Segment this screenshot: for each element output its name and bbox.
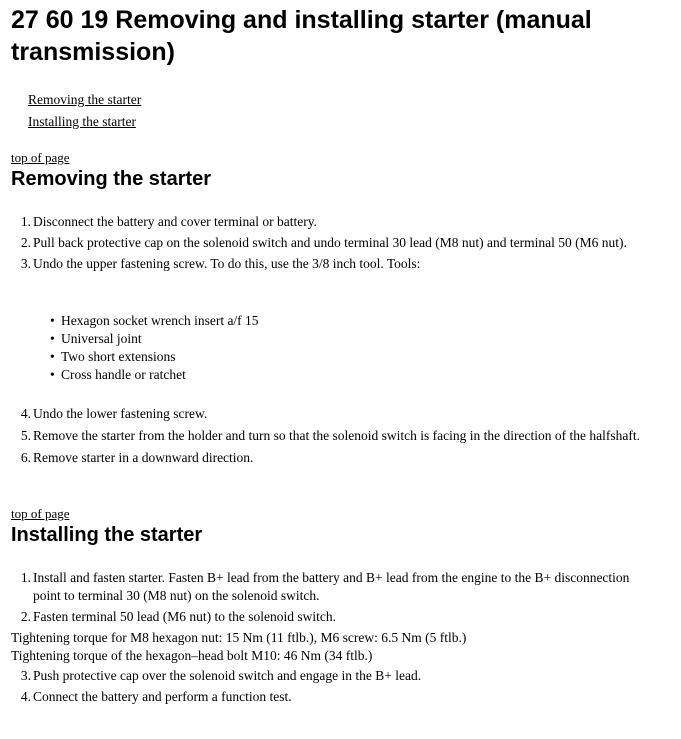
installing-steps-list-continued: [11, 667, 671, 706]
step-number: 2.: [20, 235, 31, 250]
step-number: 1.: [20, 214, 31, 229]
list-item: [11, 234, 671, 252]
removing-steps-list-continued: [11, 405, 671, 467]
section-heading-removing: Removing the starter: [11, 168, 212, 190]
step-number: 1.: [20, 570, 31, 585]
list-item: [11, 255, 671, 273]
torque-spec: Tightening torque for M8 hexagon nut: 15 Nm (11 ftlb.), M6 screw: 6.5 Nm (5 ftlb.): [11, 630, 467, 645]
toc-link-removing[interactable]: Removing the starter: [28, 92, 142, 107]
step-number: 3.: [20, 256, 31, 271]
step-number: 6.: [20, 450, 31, 465]
step-text: Push protective cap over the solenoid switch and engage in the B+ lead.: [33, 668, 422, 683]
list-item: [11, 569, 631, 605]
step-text: Install and fasten starter. Fasten B+ lead from the battery and B+ lead from the engine to the B+ disconnection point to terminal 30 (M8 nut) on the solenoid switch.: [33, 570, 630, 603]
step-text: Disconnect the battery and cover terminal or battery.: [33, 214, 318, 229]
step-number: 5.: [20, 428, 31, 443]
section-heading-installing: Installing the starter: [11, 524, 203, 546]
list-item: [11, 608, 631, 626]
tool-item: • Cross handle or ratchet: [50, 366, 259, 384]
step-text: Remove the starter from the holder and turn so that the solenoid switch is facing in the direction of the halfshaft.: [33, 428, 640, 443]
torque-spec: Tightening torque of the hexagon–head bolt M10: 46 Nm (34 ftlb.): [11, 648, 373, 663]
list-item: [11, 405, 671, 423]
step-text: Undo the lower fastening screw.: [33, 406, 208, 421]
step-number: 4.: [20, 406, 31, 421]
step-text: Fasten terminal 50 lead (M6 nut) to the solenoid switch.: [33, 609, 336, 624]
list-item: [11, 688, 303, 706]
list-item: [11, 667, 671, 685]
removing-steps-list: [11, 213, 671, 273]
tool-item: • Two short extensions: [50, 348, 259, 366]
page-title: 27 60 19 Removing and installing starter (manual transmission): [11, 6, 592, 66]
installing-steps-list: [11, 569, 631, 626]
top-of-page-link[interactable]: top of page: [11, 506, 70, 521]
table-of-contents: [28, 89, 141, 133]
step-text: Connect the battery and perform a function test.: [33, 689, 292, 704]
step-text: Remove starter in a downward direction.: [33, 450, 254, 465]
toc-link-installing[interactable]: Installing the starter: [28, 114, 136, 129]
list-item: [11, 213, 671, 231]
list-item: [11, 427, 671, 445]
step-number: 2.: [20, 609, 31, 624]
tool-item: • Universal joint: [50, 330, 259, 348]
list-item: [11, 449, 671, 467]
tools-list: [50, 312, 259, 384]
top-of-page-link[interactable]: top of page: [11, 150, 70, 165]
tool-item: • Hexagon socket wrench insert a/f 15: [50, 312, 259, 330]
step-text: Undo the upper fastening screw. To do this, use the 3/8 inch tool. Tools:: [33, 256, 421, 271]
step-number: 4.: [20, 689, 31, 704]
step-text: Pull back protective cap on the solenoid switch and undo terminal 30 lead (M8 nut) and terminal 50 (M6 nut).: [33, 235, 627, 250]
step-number: 3.: [20, 668, 31, 683]
